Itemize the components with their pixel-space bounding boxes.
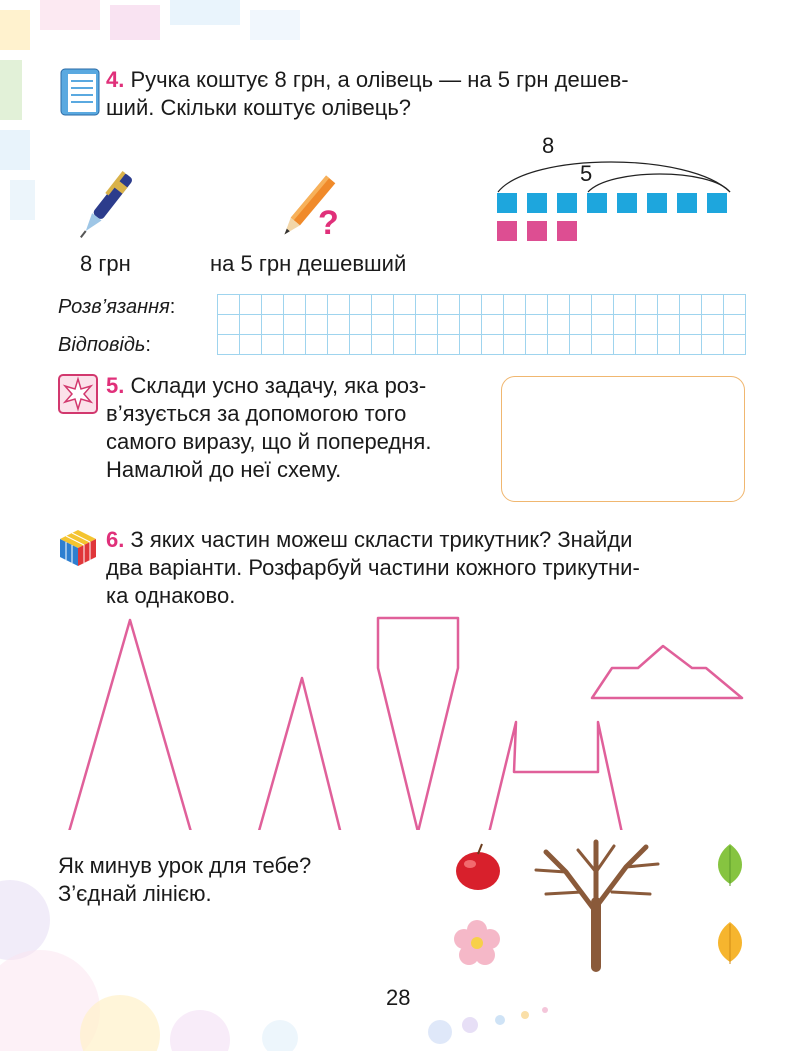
orange-leaf-icon[interactable] [712, 920, 748, 966]
blue-square [647, 193, 667, 213]
pen-icon [70, 168, 140, 248]
green-leaf-icon[interactable] [712, 842, 748, 888]
rubiks-cube-icon [58, 528, 98, 568]
shape-large-triangle [58, 620, 202, 830]
shape-u-shape [480, 722, 630, 830]
task6-number: 6. [106, 527, 125, 552]
solution-label-text: Розв’язання [58, 296, 170, 318]
task5-line1: Склади усно задачу, яка роз- [130, 373, 427, 398]
pink-square [527, 221, 547, 241]
reflection-line2: З’єднай лінією. [58, 881, 212, 906]
shapes-area [0, 600, 800, 830]
star-icon [58, 374, 98, 414]
blue-square [557, 193, 577, 213]
task5-text [106, 372, 496, 484]
solution-label [58, 296, 175, 319]
blue-square [497, 193, 517, 213]
blue-square [677, 193, 697, 213]
scheme-total: 8 [542, 133, 555, 158]
blue-square [707, 193, 727, 213]
solution-colon: : [169, 296, 176, 318]
shape-pentagon-point [378, 618, 458, 830]
answer-label-text: Відповідь [58, 334, 146, 356]
blue-squares-row [497, 193, 737, 215]
answer-label [58, 334, 151, 357]
task5-number: 5. [106, 373, 125, 398]
blue-square [527, 193, 547, 213]
task6-text [106, 526, 766, 610]
pink-square [557, 221, 577, 241]
answer-colon: : [145, 334, 151, 356]
task6-line3: ка однаково. [106, 583, 236, 608]
reflection-line1: Як минув урок для тебе? [58, 853, 312, 878]
decorative-bokeh [0, 860, 600, 1051]
notebook-icon [60, 68, 100, 116]
solution-grid[interactable] [217, 294, 746, 355]
task5-line4: Намалюй до неї схему. [106, 457, 342, 482]
pen-price: 8 грн [80, 251, 131, 276]
task4-line1: Ручка коштує 8 грн, а олівець — на 5 грн дешев- [130, 67, 629, 92]
pink-squares-row [497, 221, 737, 243]
question-mark: ? [318, 204, 339, 242]
task6-line2: два варіанти. Розфарбуй частини кожного трикутни- [106, 555, 640, 580]
task6-line1: З яких частин можеш скласти трикутник? Знайди [130, 527, 633, 552]
task5-line3: самого виразу, що й попередня. [106, 429, 432, 454]
page-number: 28 [386, 985, 411, 1010]
blue-square [587, 193, 607, 213]
scheme-drawing-box[interactable] [501, 376, 745, 502]
pink-square [497, 221, 517, 241]
task4-line2: ший. Скільки коштує олівець? [106, 95, 412, 120]
shape-arrow [248, 678, 350, 830]
task5-line2: в’язується за допомогою того [106, 401, 407, 426]
blue-square [617, 193, 637, 213]
task4-number: 4. [106, 67, 125, 92]
shape-trapezoid-peak [592, 646, 742, 698]
task4-text [106, 66, 756, 122]
scheme-part: 5 [580, 161, 593, 186]
scheme-arcs [490, 130, 740, 200]
pencil-caption: на 5 грн дешевший [210, 251, 407, 276]
